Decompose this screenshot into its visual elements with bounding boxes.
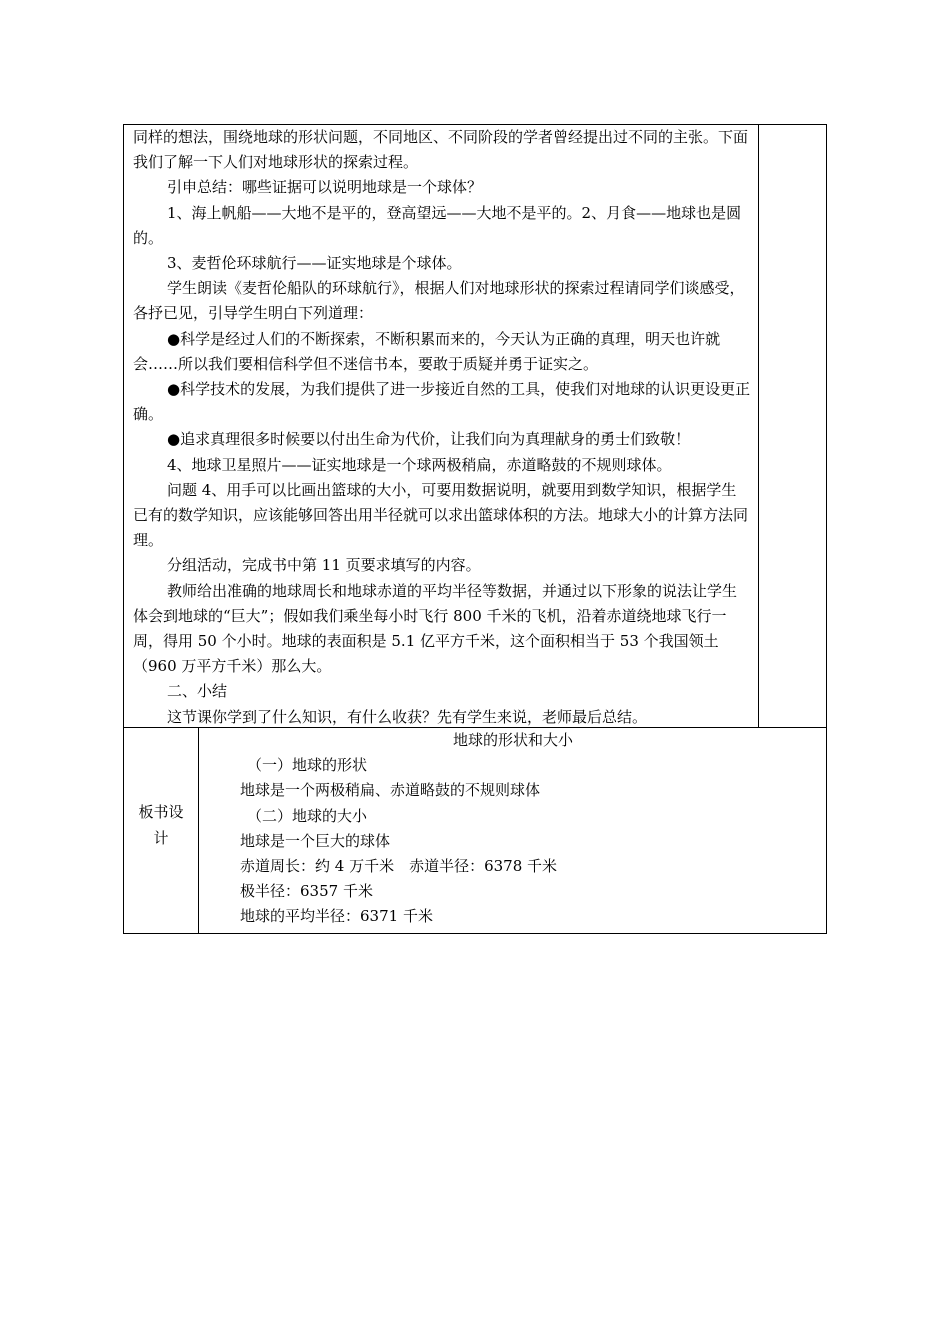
bullet-point: ●科学技术的发展，为我们提供了进一步接近自然的工具，使我们对地球的认识更设更正确。 <box>133 380 751 424</box>
column-divider <box>758 125 759 727</box>
paragraph: 1、海上帆船——大地不是平的，登高望远——大地不是平的。2、月食——地球也是圆的。 <box>133 203 742 247</box>
paragraph: 3、麦哲伦环球航行——证实地球是个球体。 <box>167 254 462 273</box>
teaching-process-cell <box>123 124 827 728</box>
board-content <box>199 728 827 930</box>
board-title: 地球的形状和大小 <box>452 731 573 749</box>
paragraph: 分组活动，完成书中第 11 页要求填写的内容。 <box>167 556 481 575</box>
board-design-row <box>123 728 827 934</box>
paragraph: 学生朗读《麦哲伦船队的环球航行》，根据人们对地球形状的探索过程请同学们谈感受，各抒已见，引导学生明白下列道理： <box>133 279 745 323</box>
section-heading: 二、小结 <box>167 682 228 701</box>
board-line: （一）地球的形状 <box>247 756 368 775</box>
bullet-point: ●科学是经过人们的不断探索，不断积累而来的，今天认为正确的真理，明天也许就会……所以我们要相信科学但不迷信书本，要敢于质疑并勇于证实之。 <box>133 329 721 373</box>
board-line: 极半径：6357 千米 <box>240 882 373 901</box>
paragraph: 引申总结：哪些证据可以说明地球是一个球体？ <box>167 178 483 197</box>
paragraph: 同样的想法，围绕地球的形状问题，不同地区、不同阶段的学者曾经提出过不同的主张。下面我们了解一下人们对地球形状的探索过程。 <box>133 128 749 172</box>
label-line: 板书设 <box>138 803 184 821</box>
paragraph: 教师给出准确的地球周长和地球赤道的平均半径等数据，并通过以下形象的说法让学生体会到地球的“巨大”；假如我们乘坐每小时飞行 800 千米的飞机，沿着赤道绕地球飞行一周，得用 50 个小时。地球的表面积是 5.1 亿平方千米，这个面积相当于 53 个我国领土（960 万平方千米）那么大。 <box>133 581 738 676</box>
teaching-process-text <box>133 125 751 730</box>
paragraph: 4、地球卫星照片——证实地球是一个球两极稍扁，赤道略鼓的不规则球体。 <box>167 455 672 474</box>
paragraph: 这节课你学到了什么知识，有什么收获？先有学生来说，老师最后总结。 <box>167 707 648 726</box>
board-design-label <box>124 799 198 851</box>
board-line: 地球是一个巨大的球体 <box>240 831 391 850</box>
label-line: 计 <box>153 829 169 847</box>
board-line: （二）地球的大小 <box>247 806 368 825</box>
board-line: 地球是一个两极稍扁、赤道略鼓的不规则球体 <box>240 781 541 800</box>
board-line: 赤道周长：约 4 万千米 赤道半径：6378 千米 <box>240 857 558 876</box>
paragraph: 问题 4、用手可以比画出篮球的大小，可要用数据说明，就要用到数学知识，根据学生已有的数学知识，应该能够回答出用半径就可以求出篮球体积的方法。地球大小的计算方法同理。 <box>133 480 749 550</box>
board-line: 地球的平均半径：6371 千米 <box>240 907 433 926</box>
bullet-point: ●追求真理很多时候要以付出生命为代价，让我们向为真理献身的勇士们致敬！ <box>167 430 691 449</box>
